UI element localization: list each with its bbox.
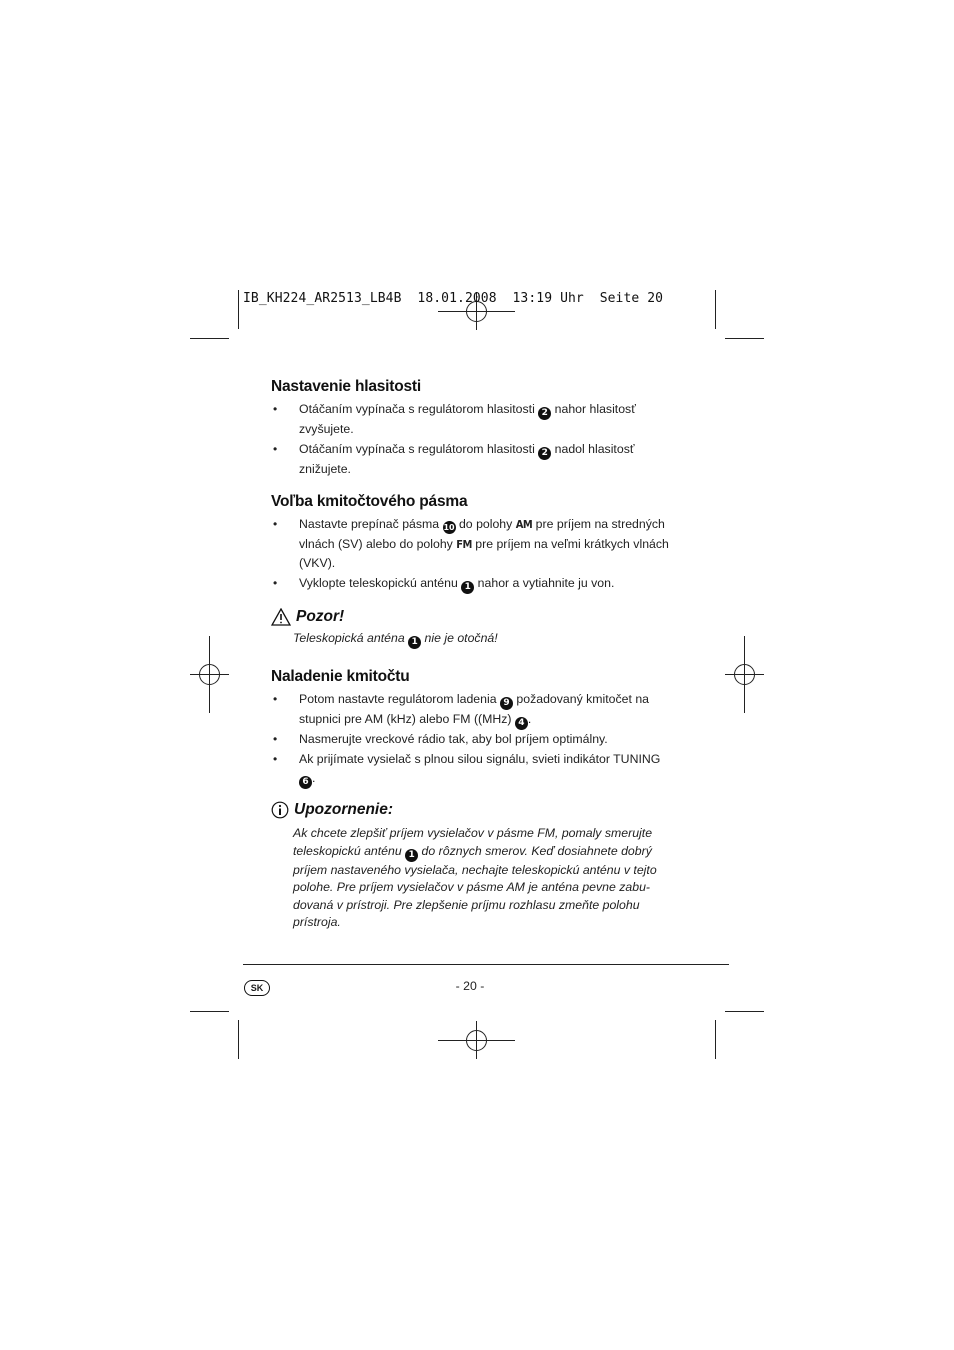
callout-number: 2 bbox=[538, 447, 551, 460]
note-heading: Upozornenie: bbox=[294, 801, 394, 818]
text: Nasmerujte vreckové rádio tak, aby bol príjem optimálny. bbox=[299, 732, 608, 746]
text: Otáčaním vypínača s regulátorom hlasitosti bbox=[299, 441, 535, 456]
crop-mark bbox=[190, 338, 229, 339]
callout-number: 10 bbox=[443, 523, 455, 532]
text: do rôznych smerov. Keď dosiahnete dobrý bbox=[421, 843, 652, 858]
text: polohe. Pre príjem vysielačov v pásme AM je anténa pevne zabu- bbox=[293, 880, 651, 894]
crop-mark bbox=[190, 1011, 229, 1012]
text: požadovaný kmitočet na bbox=[516, 692, 650, 706]
crop-mark bbox=[725, 338, 764, 339]
text: . bbox=[527, 712, 532, 726]
page-number: - 20 - bbox=[455, 979, 485, 993]
text: do polohy bbox=[458, 517, 513, 531]
warning-text bbox=[293, 630, 691, 649]
warning-heading-row bbox=[271, 608, 691, 626]
footer-divider bbox=[243, 964, 729, 965]
bullet-list bbox=[271, 690, 691, 789]
note-text bbox=[293, 825, 691, 932]
crop-mark bbox=[238, 290, 239, 329]
list-item bbox=[271, 750, 691, 790]
warning-box bbox=[271, 608, 691, 649]
text: Ak prijímate vysielač s plnou silou signálu, svieti indikátor TUNING bbox=[299, 751, 661, 766]
callout-number: 1 bbox=[405, 849, 418, 862]
callout-number: 2 bbox=[538, 407, 551, 420]
section-heading: Nastavenie hlasitosti bbox=[271, 378, 421, 395]
text: stupnici pre AM (kHz) alebo FM ((MHz) bbox=[299, 712, 512, 726]
section-tuning bbox=[271, 668, 691, 789]
callout-number: 4 bbox=[515, 717, 528, 730]
text: Otáčaním vypínača s regulátorom hlasitosti bbox=[299, 402, 535, 416]
fm-symbol: FM bbox=[456, 537, 472, 551]
language-badge: SK bbox=[244, 980, 270, 996]
list-item bbox=[271, 690, 691, 730]
text: nadol hlasitosť bbox=[554, 441, 635, 456]
list-item bbox=[271, 440, 691, 480]
callout-number: 6 bbox=[299, 776, 312, 789]
info-icon bbox=[271, 801, 289, 819]
text: prístroja. bbox=[293, 915, 341, 929]
section-heading: Naladenie kmitočtu bbox=[271, 668, 410, 685]
text: (VKV). bbox=[299, 556, 336, 570]
warning-heading: Pozor! bbox=[296, 608, 345, 625]
text: pre príjem na veľmi krátkych vlnách bbox=[475, 536, 669, 551]
text: príjem nastaveného vysielača, nechajte teleskopickú anténu v tejto bbox=[293, 862, 657, 877]
text: zvyšujete. bbox=[299, 422, 354, 436]
crop-mark bbox=[715, 290, 716, 329]
text: Teleskopická anténa bbox=[293, 631, 405, 645]
registration-mark-line bbox=[744, 636, 745, 713]
bullet-list bbox=[271, 400, 691, 479]
callout-number: 9 bbox=[500, 697, 513, 710]
text: Ak chcete zlepšiť príjem vysielačov v pásme FM, pomaly smerujte bbox=[293, 826, 653, 840]
text: pre príjem na stredných bbox=[535, 517, 665, 531]
list-item bbox=[271, 574, 691, 594]
text: Potom nastavte regulátorom ladenia bbox=[299, 692, 497, 706]
text: vlnách (SV) alebo do polohy bbox=[299, 536, 453, 551]
registration-mark-line bbox=[476, 1021, 477, 1059]
section-volume bbox=[271, 378, 691, 479]
callout-number: 1 bbox=[461, 581, 474, 594]
crop-mark bbox=[715, 1020, 716, 1059]
print-slug: IB_KH224_AR2513_LB4B 18.01.2008 13:19 Uhr Seite 20 bbox=[243, 291, 664, 306]
note-box bbox=[271, 801, 691, 932]
text: . bbox=[312, 771, 316, 785]
warning-triangle-icon bbox=[271, 608, 291, 626]
am-symbol: AM bbox=[515, 518, 533, 531]
text: teleskopickú anténu bbox=[293, 843, 402, 858]
list-item bbox=[271, 400, 691, 440]
text: nahor a vytiahnite ju von. bbox=[477, 575, 615, 590]
text: Nastavte prepínač pásma bbox=[299, 517, 440, 531]
crop-mark bbox=[725, 1011, 764, 1012]
note-heading-row bbox=[271, 801, 691, 819]
section-band bbox=[271, 493, 691, 594]
callout-number: 1 bbox=[408, 636, 421, 649]
text: nie je otočná! bbox=[424, 631, 498, 645]
list-item bbox=[271, 515, 691, 574]
list-item bbox=[271, 730, 691, 750]
text: znižujete. bbox=[299, 461, 351, 476]
text: nahor hlasitosť bbox=[554, 402, 636, 416]
section-heading: Voľba kmitočtového pásma bbox=[271, 493, 468, 510]
text: dovaná v prístroji. Pre zlepšenie príjmu rozhlasu zmeňte polohu bbox=[293, 897, 640, 912]
crop-mark bbox=[238, 1020, 239, 1059]
registration-mark-line bbox=[209, 636, 210, 713]
bullet-list bbox=[271, 515, 691, 594]
text: Vyklopte teleskopickú anténu bbox=[299, 575, 458, 590]
